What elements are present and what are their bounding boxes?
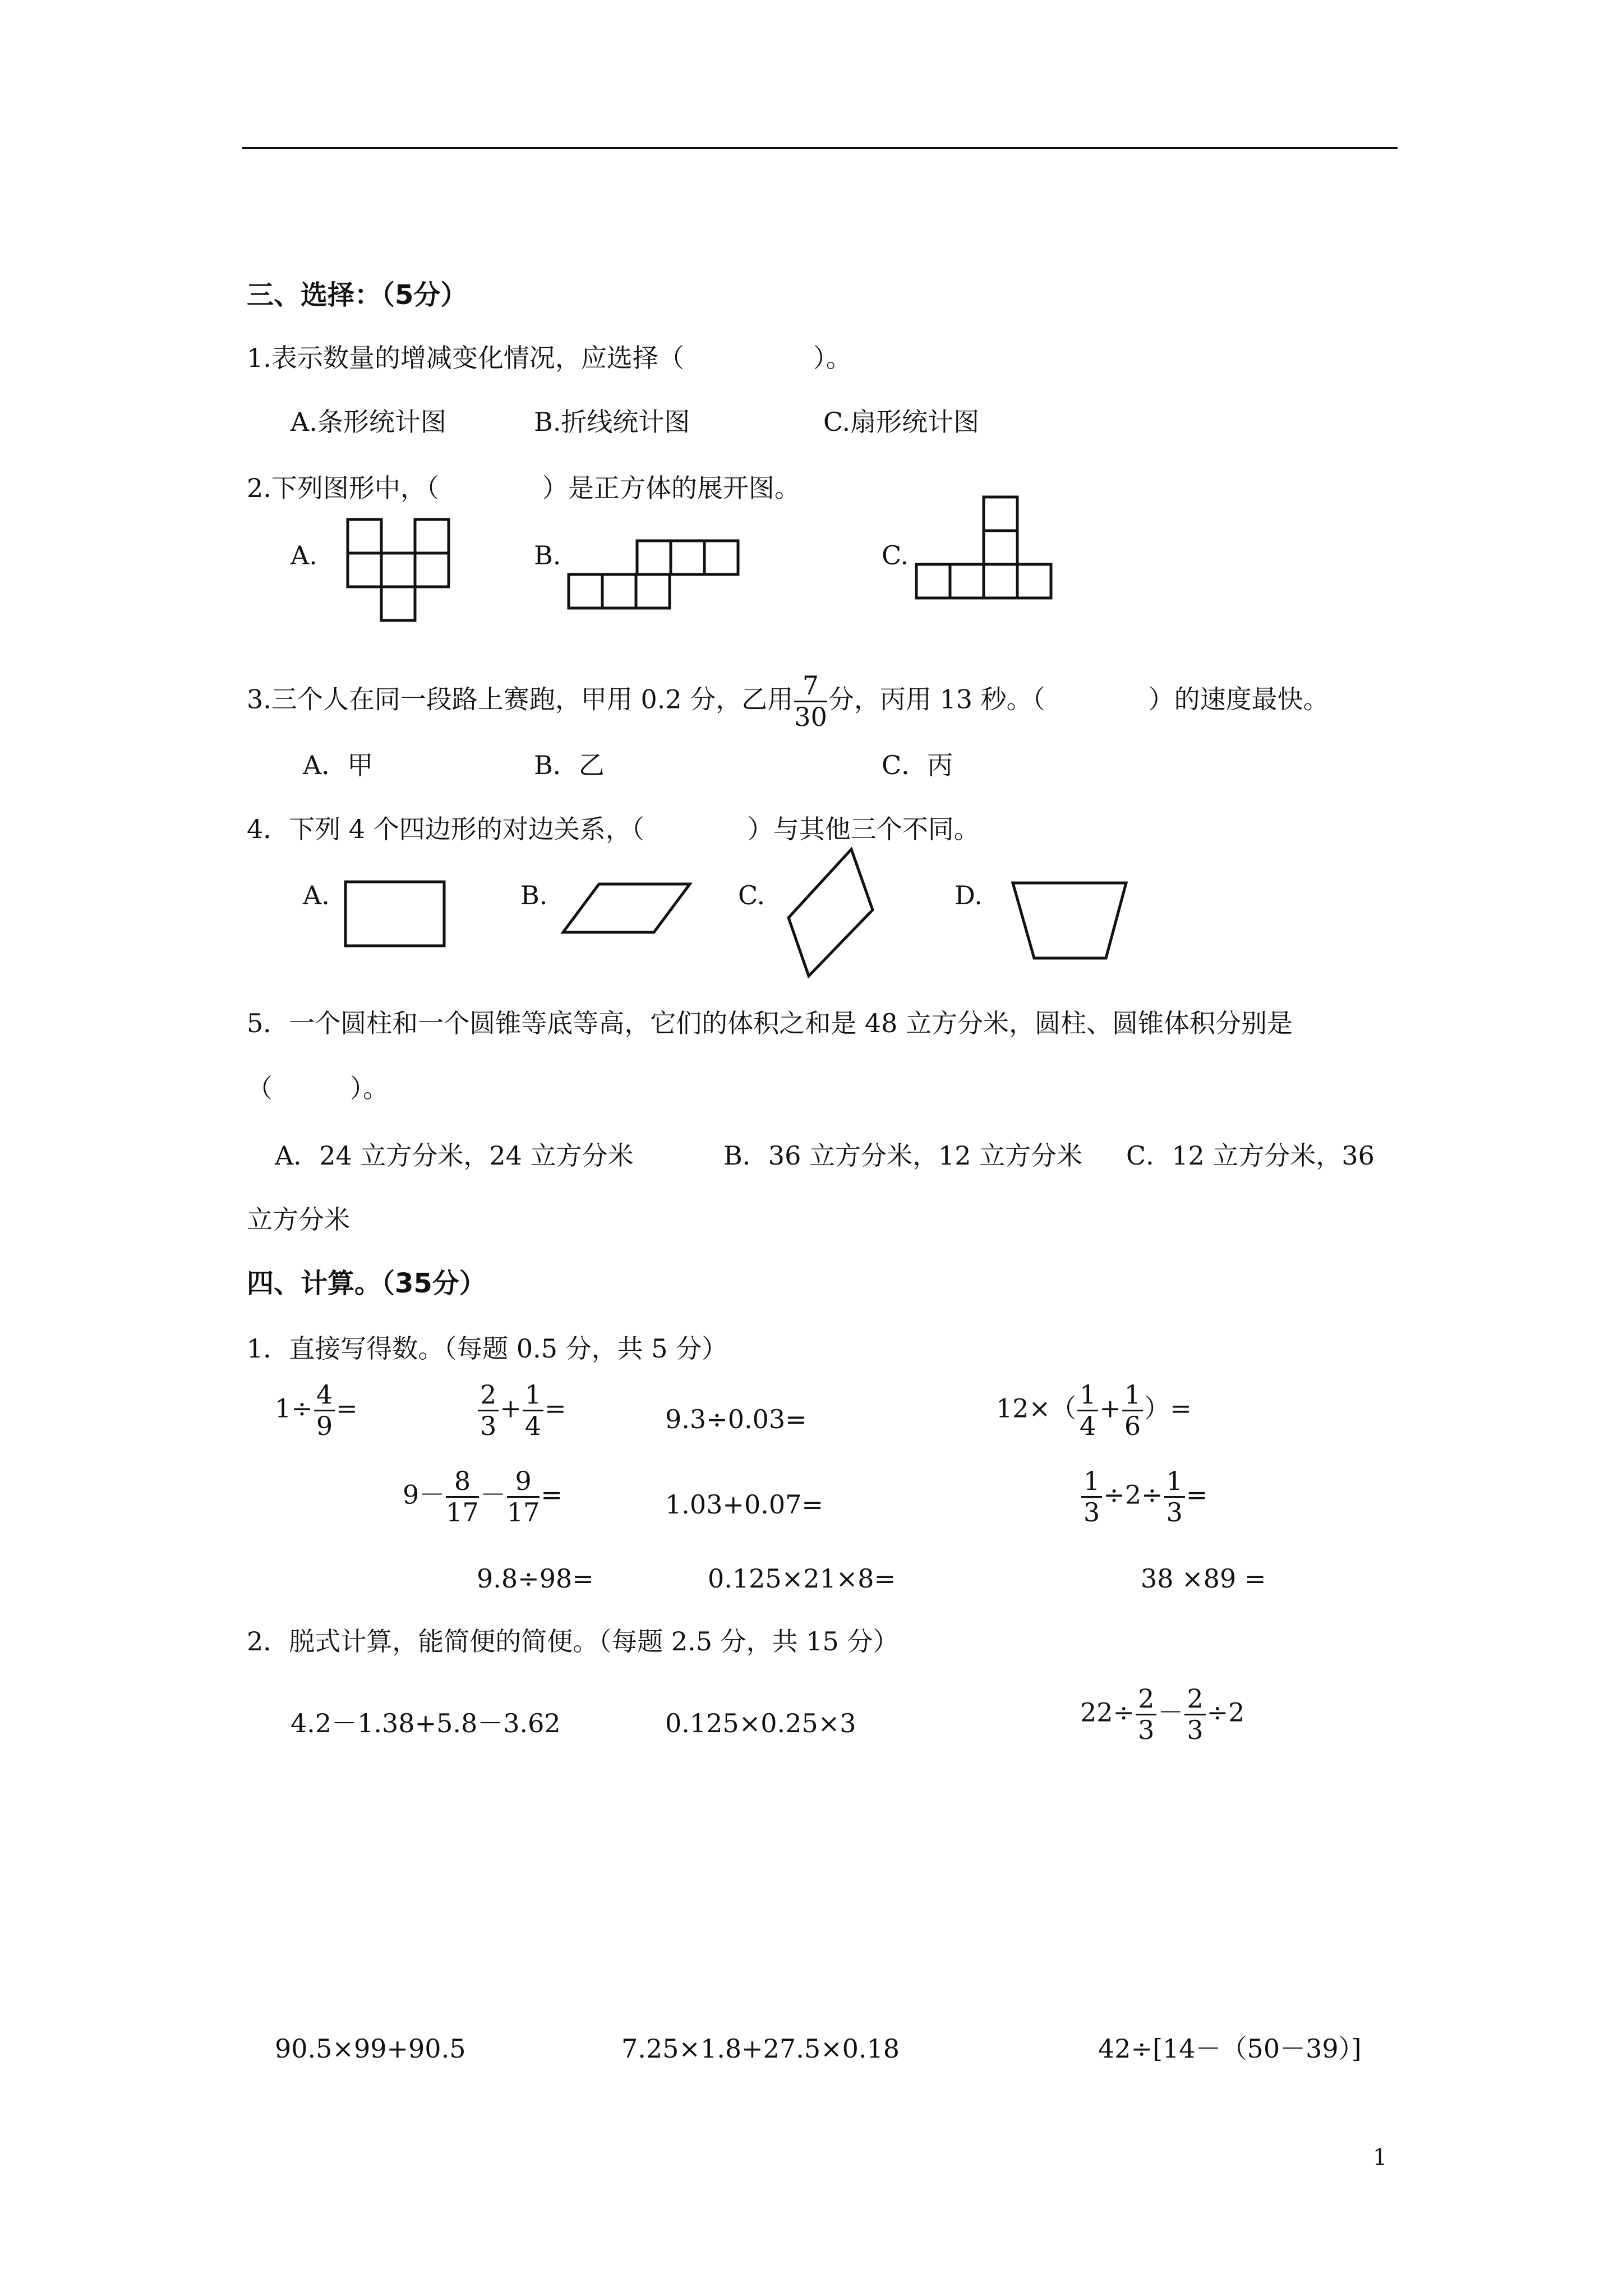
q5-blank: （ ）。 (247, 1073, 389, 1103)
expr-text: 9－ (403, 1479, 445, 1510)
q1-option-a: A.条形统计图 (291, 407, 446, 437)
q4-option-d: D. (955, 880, 983, 910)
denominator: 3 (1187, 1714, 1204, 1745)
trapezoid-figure (1009, 880, 1133, 964)
rectangle-figure (343, 880, 450, 953)
q3-option-a: A．甲 (303, 750, 374, 780)
part1-stem: 1．直接写得数。（每题 0.5 分，共 5 分） (247, 1333, 728, 1364)
denominator: 17 (506, 1497, 540, 1527)
q2-option-b: B. (534, 540, 561, 570)
expr-text: = (336, 1393, 358, 1424)
denominator: 3 (1083, 1497, 1100, 1527)
expr-text: 1÷ (275, 1393, 313, 1424)
numerator: 2 (478, 1380, 499, 1411)
cube-net-c-figure (914, 496, 1054, 602)
q4-option-b: B. (520, 880, 548, 910)
numerator: 1 (1081, 1466, 1102, 1498)
section4-title: 四、计算。（35分） (247, 1268, 486, 1299)
numerator: 8 (446, 1466, 479, 1498)
q3-stem (247, 671, 1329, 732)
expr-text: ）= (1144, 1393, 1192, 1424)
calc-expression-5: 7.25×1.8+27.5×0.18 (621, 2033, 900, 2064)
calc-expression-2: 0.125×0.25×3 (665, 1708, 856, 1738)
numerator: 1 (523, 1380, 543, 1411)
q4-option-c: C. (738, 880, 766, 910)
q3-stem-post: 分，丙用 13 秒。（ ）的速度最快。 (828, 684, 1329, 715)
numerator: 2 (1136, 1684, 1156, 1715)
numerator: 1 (1122, 1380, 1143, 1411)
part2-stem: 2．脱式计算，能简便的简便。（每题 2.5 分，共 15 分） (247, 1626, 899, 1657)
fraction (1164, 1466, 1185, 1527)
q1-stem: 1.表示数量的增减变化情况，应选择（ ）。 (247, 343, 852, 373)
section3-title: 三、选择：（5分） (247, 279, 468, 311)
oral-expression-3: 9.3÷0.03= (665, 1404, 807, 1434)
expr-text: 22÷ (1080, 1697, 1135, 1728)
cube-net-a-figure (347, 518, 450, 623)
operator: + (1099, 1393, 1121, 1424)
fraction (1122, 1380, 1143, 1441)
q3-option-b: B．乙 (534, 750, 605, 780)
denominator: 3 (480, 1410, 497, 1441)
fraction (1184, 1684, 1205, 1745)
operator: － (1158, 1697, 1184, 1728)
denominator: 4 (1080, 1410, 1096, 1441)
q3-fraction (794, 671, 827, 732)
q3-frac-numerator: 7 (794, 671, 827, 702)
q4-stem: 4．下列 4 个四边形的对边关系，（ ）与其他三个不同。 (247, 814, 980, 844)
calc-expression-3 (1080, 1684, 1244, 1745)
q3-option-c: C．丙 (882, 750, 953, 780)
numerator: 9 (507, 1466, 540, 1498)
numerator: 2 (1184, 1684, 1205, 1715)
q5-stem: 5．一个圆柱和一个圆锥等底等高，它们的体积之和是 48 立方分米，圆柱、圆锥体积分别是 (247, 1008, 1293, 1038)
denominator: 17 (446, 1497, 479, 1527)
expr-text: = (541, 1479, 562, 1510)
numerator: 4 (314, 1380, 335, 1411)
denominator: 4 (524, 1410, 542, 1441)
operator: － (479, 1479, 506, 1510)
expr-text: 12×（ (996, 1393, 1077, 1424)
q1-option-c: C.扇形统计图 (823, 407, 980, 437)
q4-option-a: A. (303, 880, 330, 910)
fraction (523, 1380, 543, 1441)
fraction (1081, 1466, 1102, 1527)
expr-text: ÷2÷ (1103, 1479, 1163, 1510)
operator: + (500, 1393, 522, 1424)
denominator: 3 (1138, 1714, 1155, 1745)
calc-expression-6: 42÷[14－（50－39）] (1098, 2033, 1362, 2064)
expr-text: ÷2 (1206, 1697, 1245, 1728)
q5-option-b: B．36 立方分米，12 立方分米 (723, 1140, 1083, 1171)
oral-expression-1 (275, 1380, 358, 1441)
oral-expression-5 (403, 1466, 562, 1527)
calc-expression-1: 4.2－1.38+5.8－3.62 (291, 1708, 561, 1738)
expr-text: = (545, 1393, 566, 1424)
calc-expression-4: 90.5×99+90.5 (275, 2033, 466, 2064)
q2-option-a: A. (291, 540, 317, 570)
page-number: 1 (1373, 2145, 1387, 2170)
fraction (314, 1380, 335, 1441)
q3-frac-denominator: 30 (794, 701, 827, 732)
q5-option-c-continued: 立方分米 (247, 1204, 350, 1235)
q3-stem-pre: 3.三个人在同一段路上赛跑，甲用 0.2 分，乙用 (247, 684, 794, 715)
parallelogram-figure (561, 881, 695, 937)
cube-net-b-figure (568, 540, 740, 611)
oral-expression-8: 9.8÷98= (477, 1563, 594, 1594)
fraction (446, 1466, 479, 1527)
fraction (1077, 1380, 1098, 1441)
q2-stem: 2.下列图形中，（ ）是正方体的展开图。 (247, 473, 800, 503)
fraction (507, 1466, 540, 1527)
oral-expression-4 (996, 1380, 1192, 1441)
denominator: 6 (1124, 1410, 1141, 1441)
rhombus-figure (784, 847, 879, 982)
oral-expression-10: 38 ×89 = (1141, 1563, 1266, 1594)
fraction (1136, 1684, 1156, 1745)
q1-option-b: B.折线统计图 (534, 407, 690, 437)
oral-expression-2 (477, 1380, 566, 1441)
header-rule (242, 147, 1398, 149)
denominator: 3 (1166, 1497, 1183, 1527)
oral-expression-6: 1.03+0.07= (665, 1489, 823, 1520)
numerator: 1 (1164, 1466, 1185, 1498)
numerator: 1 (1077, 1380, 1098, 1411)
fraction (478, 1380, 499, 1441)
q5-option-a: A．24 立方分米，24 立方分米 (275, 1140, 634, 1171)
expr-text: = (1186, 1479, 1208, 1510)
oral-expression-7 (1080, 1466, 1207, 1527)
q2-option-c: C. (882, 540, 909, 570)
denominator: 9 (316, 1410, 333, 1441)
q5-option-c: C．12 立方分米，36 (1126, 1140, 1375, 1171)
oral-expression-9: 0.125×21×8= (708, 1563, 896, 1594)
